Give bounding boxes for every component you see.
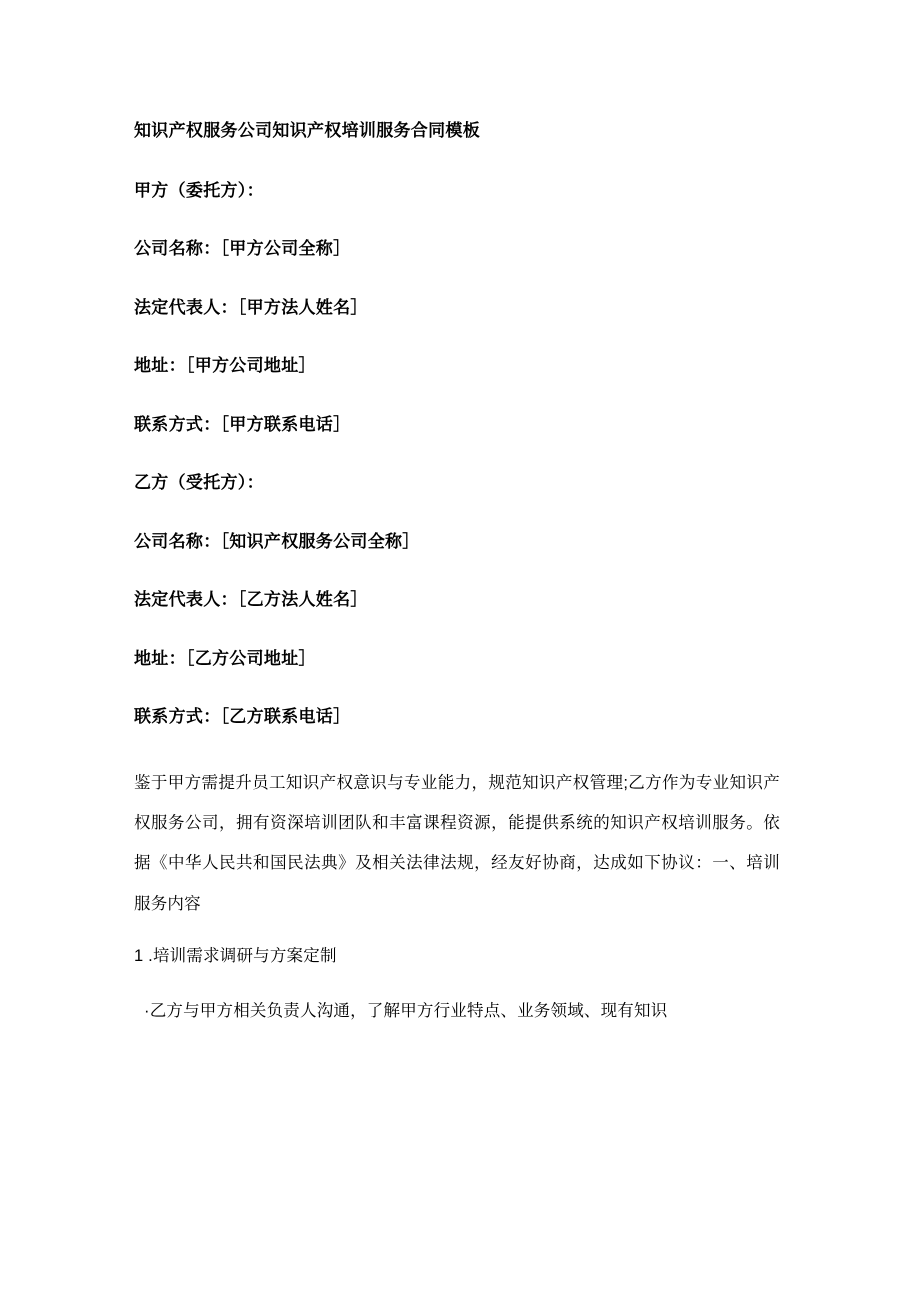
party-b-company-name: 公司名称：［知识产权服务公司全称］ bbox=[134, 531, 420, 551]
party-b-heading: 乙方（受托方）： bbox=[134, 473, 264, 492]
section-item-1: 1 .培训需求调研与方案定制 bbox=[134, 947, 337, 966]
party-a-company-name: 公司名称：［甲方公司全称］ bbox=[134, 239, 351, 258]
party-b-contact: 联系方式：［乙方联系电话］ bbox=[134, 707, 351, 726]
bullet-item-1: ·乙方与甲方相关负责人沟通，了解甲方行业特点、业务领域、现有知识 bbox=[144, 1002, 668, 1021]
party-b-address: 地址：［乙方公司地址］ bbox=[134, 648, 316, 668]
party-a-heading: 甲方（委托方）： bbox=[134, 180, 264, 200]
page-title: 知识产权服务公司知识产权培训服务合同模板 bbox=[134, 121, 480, 140]
preamble-paragraph: 鉴于甲方需提升员工知识产权意识与专业能力，规范知识产权管理;乙方作为专业知识产权服务公司，拥有资深培训团队和丰富课程资源，能提供系统的知识产权培训服务。依据《中华人民共和国民法典》及相关法律法规，经友好协商，达成如下协议：一、培训服务内容 bbox=[134, 773, 780, 913]
party-a-legal-representative: 法定代表人：［甲方法人姓名］ bbox=[134, 297, 368, 317]
party-a-address: 地址：［甲方公司地址］ bbox=[134, 356, 316, 375]
party-b-legal-representative: 法定代表人：［乙方法人姓名］ bbox=[134, 590, 368, 609]
party-a-contact: 联系方式：［甲方联系电话］ bbox=[134, 414, 351, 434]
